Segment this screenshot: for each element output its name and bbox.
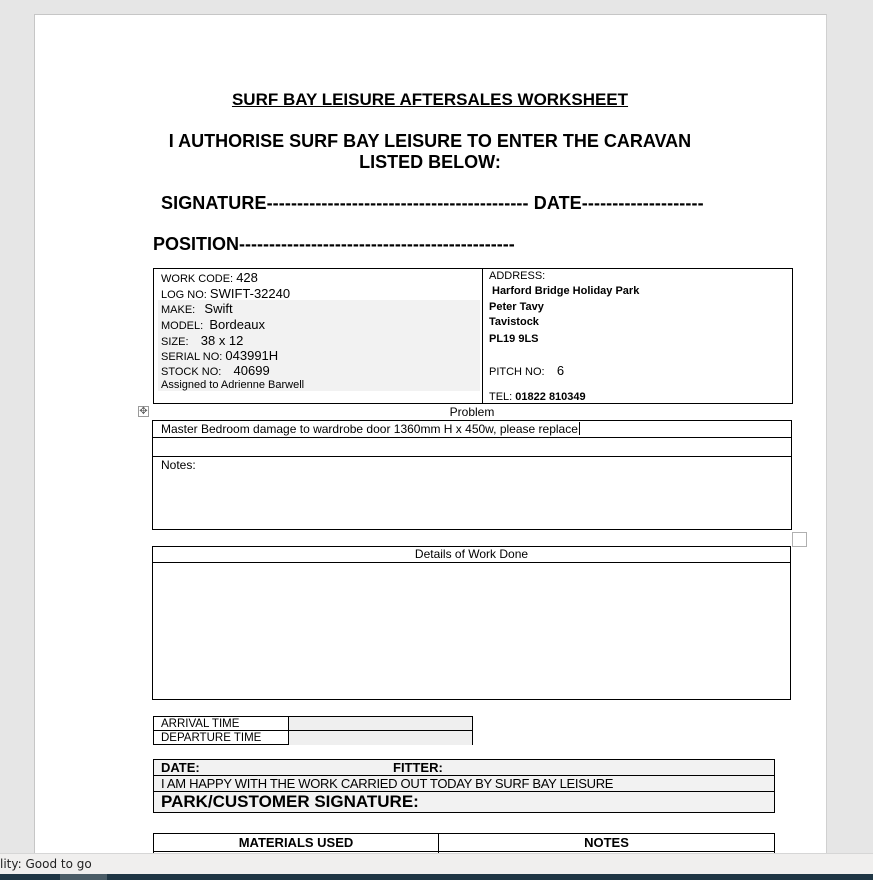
stock-no-field	[161, 363, 270, 378]
pitch-no-field	[489, 363, 564, 378]
address-line-1: Harford Bridge Holiday Park	[492, 285, 640, 297]
address-line-2: Peter Tavy	[489, 301, 544, 313]
make-label: MAKE:	[161, 304, 196, 316]
accessibility-status[interactable]: lity: Good to go	[0, 857, 92, 871]
row-divider	[153, 456, 791, 457]
work-code-value: 428	[236, 270, 258, 285]
departure-time-field[interactable]	[288, 731, 472, 745]
arrival-time-field[interactable]	[288, 717, 472, 731]
address-line-3: Tavistock	[489, 316, 539, 328]
address-cell[interactable]	[483, 269, 792, 403]
materials-used-header: MATERIALS USED	[154, 834, 439, 864]
size-label: SIZE:	[161, 336, 189, 348]
work-done-header: Details of Work Done	[153, 547, 790, 563]
happy-statement: I AM HAPPY WITH THE WORK CARRIED OUT TODAY BY SURF BAY LEISURE	[161, 776, 614, 791]
fitter-label[interactable]: FITTER:	[393, 760, 443, 775]
model-field	[161, 317, 265, 332]
work-code-label: WORK CODE:	[161, 273, 234, 285]
notes-header: NOTES	[584, 835, 629, 850]
status-bar	[0, 853, 873, 875]
problem-table	[152, 420, 792, 530]
position-line[interactable]: POSITION----------------------------------------------	[153, 234, 515, 254]
pitch-label: PITCH NO:	[489, 366, 545, 378]
departure-label: DEPARTURE TIME	[161, 732, 262, 744]
departure-row	[154, 731, 472, 745]
taskbar-button[interactable]	[60, 874, 107, 880]
caravan-details-cell[interactable]	[154, 269, 483, 403]
make-field	[161, 301, 233, 316]
taskbar	[0, 874, 873, 880]
authorisation-line-1: I AUTHORISE SURF BAY LEISURE TO ENTER THE CARAVAN	[168, 131, 692, 151]
date-label[interactable]: DATE:	[161, 760, 200, 775]
size-field	[161, 333, 243, 348]
row-divider	[153, 437, 791, 438]
worksheet-title: SURF BAY LEISURE AFTERSALES WORKSHEET	[231, 90, 629, 109]
serial-label: SERIAL NO:	[161, 351, 223, 363]
work-done-input-area[interactable]	[153, 562, 790, 699]
serial-value: 043991H	[225, 348, 279, 363]
problem-label: Problem	[449, 405, 495, 419]
tel-label: TEL:	[489, 391, 513, 403]
assigned-to: Assigned to Adrienne Barwell	[161, 379, 305, 391]
pitch-value: 6	[556, 363, 565, 378]
address-postcode: PL19 9LS	[489, 333, 539, 345]
text-cursor	[579, 422, 580, 435]
caravan-info-table	[153, 268, 793, 404]
log-no-field	[161, 286, 290, 301]
stock-value: 40699	[233, 363, 270, 378]
tel-field	[489, 391, 586, 403]
address-label: ADDRESS:	[489, 270, 546, 282]
table-move-handle-icon[interactable]: ✥	[139, 406, 148, 417]
size-value: 38 x 12	[200, 333, 244, 348]
arrival-label: ARRIVAL TIME	[161, 718, 240, 730]
row-divider	[154, 851, 774, 852]
serial-no-field	[161, 348, 278, 363]
notes-label[interactable]: Notes:	[161, 458, 196, 472]
time-table	[153, 716, 473, 745]
work-code-field	[161, 270, 258, 285]
signoff-table	[153, 759, 775, 813]
log-no-value: SWIFT-32240	[209, 286, 291, 301]
arrival-row	[154, 717, 472, 731]
table-resize-handle[interactable]	[792, 532, 807, 547]
signature-date-line[interactable]: SIGNATURE------------------------------------------- DATE--------------------	[161, 193, 704, 213]
model-label: MODEL:	[161, 320, 204, 332]
make-value: Swift	[204, 301, 233, 316]
authorisation-statement	[0, 131, 860, 173]
log-no-label: LOG NO:	[161, 289, 207, 301]
model-value: Bordeaux	[209, 317, 265, 332]
problem-text: Master Bedroom damage to wardrobe door 1360mm H x 450w, please replace	[161, 422, 578, 436]
customer-signature-label[interactable]: PARK/CUSTOMER SIGNATURE:	[161, 792, 419, 811]
stock-label: STOCK NO:	[161, 366, 222, 378]
problem-description[interactable]	[161, 422, 580, 436]
tel-value: 01822 810349	[515, 391, 586, 403]
authorisation-line-2: LISTED BELOW:	[359, 152, 501, 172]
